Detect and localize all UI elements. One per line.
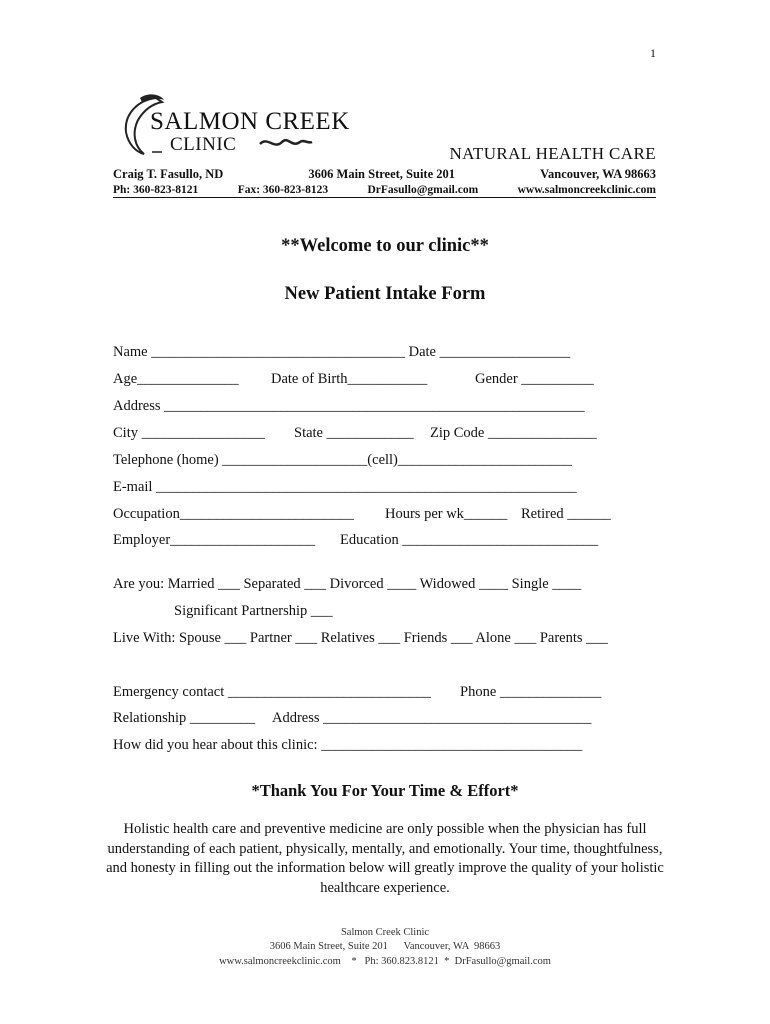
gender-field[interactable]: Gender __________ <box>475 371 594 387</box>
referral-field[interactable]: How did you hear about this clinic: ____________________________________ <box>113 737 583 753</box>
employer-field[interactable]: Employer____________________ <box>113 532 316 548</box>
partnership-field[interactable]: Significant Partnership ___ <box>174 603 333 619</box>
logo-line1: SALMON CREEK <box>150 108 350 135</box>
doctor-name: Craig T. Fasullo, ND <box>113 167 224 181</box>
street-address: 3606 Main Street, Suite 201 <box>308 167 456 181</box>
welcome-heading: **Welcome to our clinic** <box>281 236 489 256</box>
telephone-field[interactable]: Telephone (home) ____________________(cell)________________________ <box>113 452 572 468</box>
thanks-heading: *Thank You For Your Time & Effort* <box>251 781 519 800</box>
zip-field[interactable]: Zip Code _______________ <box>430 425 597 441</box>
live-with-field[interactable]: Live With: Spouse ___ Partner ___ Relatives ___ Friends ___ Alone ___ Parents ___ <box>113 630 608 646</box>
logo-line2: CLINIC <box>170 134 237 155</box>
header-website: www.salmoncreekclinic.com <box>517 184 656 196</box>
dob-field[interactable]: Date of Birth___________ <box>271 371 428 387</box>
footer-contact: www.salmoncreekclinic.com * Ph: 360.823.8121 * DrFasullo@gmail.com <box>219 956 551 967</box>
name-date-field[interactable]: Name ___________________________________ Date __________________ <box>113 344 571 360</box>
marital-status-field[interactable]: Are you: Married ___ Separated ___ Divorced ____ Widowed ____ Single ____ <box>113 576 582 592</box>
intro-paragraph: Holistic health care and preventive medicine are only possible when the physician has full understanding of each patient, physically, mentally, and emotionally. Your time, thoughtfulness, and honesty in filling out the information below will greatly improve the quality of your holistic healthcare experience. <box>106 821 664 896</box>
footer-address: 3606 Main Street, Suite 201 Vancouver, WA 98663 <box>269 941 501 952</box>
practice-type: NATURAL HEALTH CARE <box>449 144 656 163</box>
education-field[interactable]: Education ___________________________ <box>340 532 599 548</box>
footer-clinic-name: Salmon Creek Clinic <box>340 927 430 938</box>
relationship-field[interactable]: Relationship _________ <box>113 710 256 726</box>
retired-field[interactable]: Retired ______ <box>521 506 611 522</box>
address-field[interactable]: Address __________________________________________________________ <box>113 398 585 414</box>
clinic-logo <box>112 92 352 162</box>
form-title: New Patient Intake Form <box>284 284 486 304</box>
header-phone: Ph: 360-823-8121 <box>113 184 199 196</box>
header-email: DrFasullo@gmail.com <box>367 184 479 196</box>
emergency-phone-field[interactable]: Phone ______________ <box>460 684 602 700</box>
state-field[interactable]: State ____________ <box>294 425 414 441</box>
city-state: Vancouver, WA 98663 <box>540 167 656 181</box>
page-number: 1 <box>650 46 656 60</box>
header-fax: Fax: 360-823-8123 <box>237 184 329 196</box>
hours-field[interactable]: Hours per wk______ <box>385 506 508 522</box>
age-field[interactable]: Age______________ <box>113 371 239 387</box>
header-contact-row <box>113 184 656 198</box>
header-address-row <box>113 167 656 182</box>
email-field[interactable]: E-mail __________________________________________________________ <box>113 479 577 495</box>
emergency-contact-field[interactable]: Emergency contact ____________________________ <box>113 684 431 700</box>
occupation-field[interactable]: Occupation________________________ <box>113 506 354 522</box>
relationship-address-field[interactable]: Address _____________________________________ <box>272 710 592 726</box>
city-field[interactable]: City _________________ <box>113 425 265 441</box>
